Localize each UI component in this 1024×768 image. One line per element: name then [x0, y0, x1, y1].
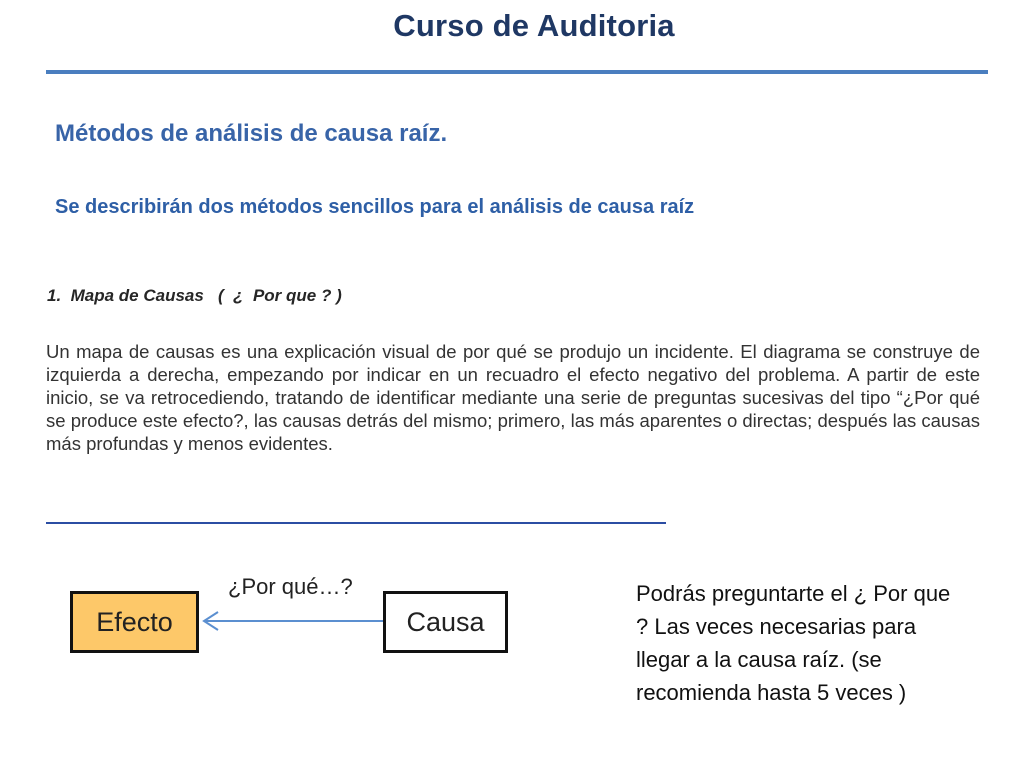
cause-box	[383, 591, 508, 653]
cause-map-diagram	[60, 560, 530, 670]
effect-box	[70, 591, 199, 653]
title-underline	[46, 70, 988, 74]
method-description: Un mapa de causas es una explicación visual de por qué se produjo un incidente. El diagrama se construye de izquierda a derecha, empezando por indicar en un recuadro el efecto negativo del problema. A partir de este inicio, se va retrocediendo, tratando de identificar mediante una serie de preguntas sucesivas del tipo “¿Por qué se produce este efecto?, las causas detrás del mismo; primero, las más aparentes o directas; después las causas más profundas y menos evidentes.	[46, 341, 980, 454]
why-question-label: ¿Por qué…?	[228, 574, 353, 599]
effect-label: Efecto	[96, 606, 173, 637]
section-heading: Métodos de análisis de causa raíz.	[55, 120, 448, 147]
description-underline	[46, 522, 666, 524]
section-subheading: Se describirán dos métodos sencillos para el análisis de causa raíz	[55, 196, 695, 218]
cause-label: Causa	[406, 606, 485, 637]
slide-title: Curso de Auditoria	[393, 8, 675, 43]
method-title: 1. Mapa de Causas ( ¿ Por que ? )	[47, 286, 342, 305]
side-note: Podrás preguntarte el ¿ Por que ? Las veces necesarias para llegar a la causa raíz. (se recomienda hasta 5 veces )	[636, 581, 951, 705]
